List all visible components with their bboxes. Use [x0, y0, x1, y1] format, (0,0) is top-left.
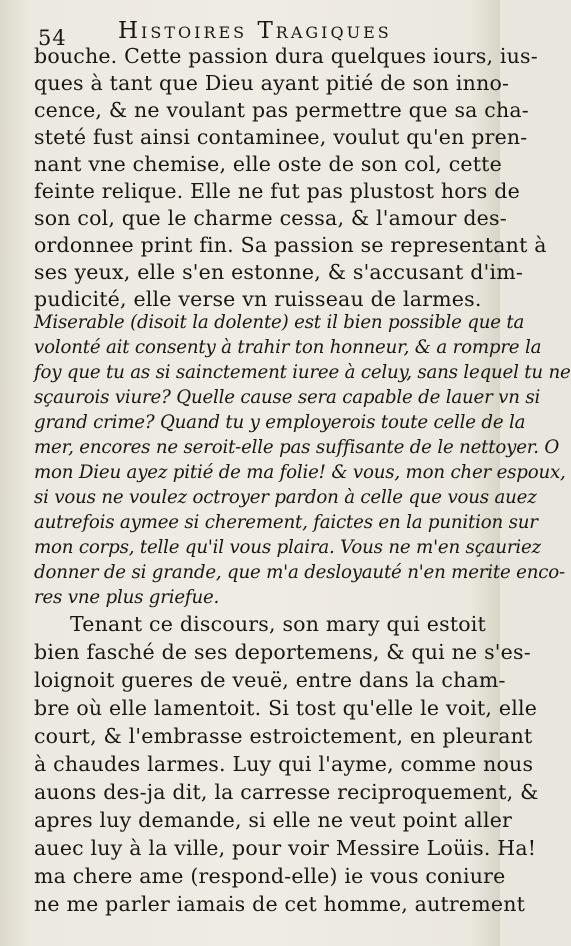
text-line: ques à tant que Dieu ayant pitié de son inno- — [34, 71, 510, 95]
text-line: grand crime? Quand tu y employerois toute celle de la — [34, 412, 526, 433]
text-line: Miserable (disoit la dolente) est il bien possible que ta — [34, 312, 525, 333]
text-line: bouche. Cette passion dura quelques iours, ius- — [34, 44, 538, 68]
page-number: 54 — [38, 26, 67, 50]
text-line: cence, & ne voulant pas permettre que sa cha- — [34, 98, 529, 122]
text-line: mer, encores ne seroit-elle pas suffisante de le nettoyer. O — [34, 437, 560, 458]
text-line: si vous ne voulez octroyer pardon à celle que vous auez — [34, 487, 537, 508]
text-line: mon Dieu ayez pitié de ma folie! & vous, mon cher espoux, — [34, 462, 566, 483]
text-line: son col, que le charme cessa, & l'amour des- — [34, 206, 507, 230]
text-line: sçaurois viure? Quelle cause sera capable de lauer vn si — [34, 387, 541, 408]
text-line: ma chere ame (respond-elle) ie vous coniure — [34, 864, 506, 888]
text-line: nant vne chemise, elle oste de son col, cette — [34, 152, 502, 176]
text-line: foy que tu as si sainctement iuree à celuy, sans lequel tu ne — [34, 362, 571, 383]
text-line: ses yeux, elle s'en estonne, & s'accusant d'im- — [34, 260, 523, 284]
text-line: auons des-ja dit, la carresse reciproquement, & — [34, 780, 539, 804]
running-head: Histoires Tragiques — [118, 18, 392, 44]
text-line: à chaudes larmes. Luy qui l'ayme, comme nous — [34, 752, 534, 776]
text-line: mon corps, telle qu'il vous plaira. Vous ne m'en sçauriez — [34, 537, 541, 558]
text-line: pudicité, elle verse vn ruisseau de larmes. — [34, 287, 482, 311]
text-line: ordonnee print fin. Sa passion se representant à — [34, 233, 547, 257]
text-line: bien fasché de ses deportemens, & qui ne s'es- — [34, 640, 531, 664]
text-line: steté fust ainsi contaminee, voulut qu'en pren- — [34, 125, 528, 149]
text-line: res vne plus griefue. — [34, 587, 220, 608]
text-line: loignoit gueres de veuë, entre dans la cham- — [34, 668, 506, 692]
text-line: bre où elle lamentoit. Si tost qu'elle le voit, elle — [34, 696, 538, 720]
text-line: court, & l'embrasse estroictement, en pleurant — [34, 724, 533, 748]
text-line: autrefois aymee si cherement, faictes en la punition sur — [34, 512, 538, 533]
text-line: feinte relique. Elle ne fut pas plustost hors de — [34, 179, 520, 203]
text-line: auec luy à la ville, pour voir Messire Loüis. Ha! — [34, 836, 537, 860]
page-header — [0, 4, 500, 50]
text-line: apres luy demande, si elle ne veut point aller — [34, 808, 513, 832]
text-line: volonté ait consenty à trahir ton honneur, & a rompre la — [34, 337, 542, 358]
text-line: donner de si grande, que m'a desloyauté n'en merite enco- — [34, 562, 565, 583]
text-line: ne me parler iamais de cet homme, autrement — [34, 892, 526, 916]
text-line: Tenant ce discours, son mary qui estoit — [70, 612, 486, 636]
